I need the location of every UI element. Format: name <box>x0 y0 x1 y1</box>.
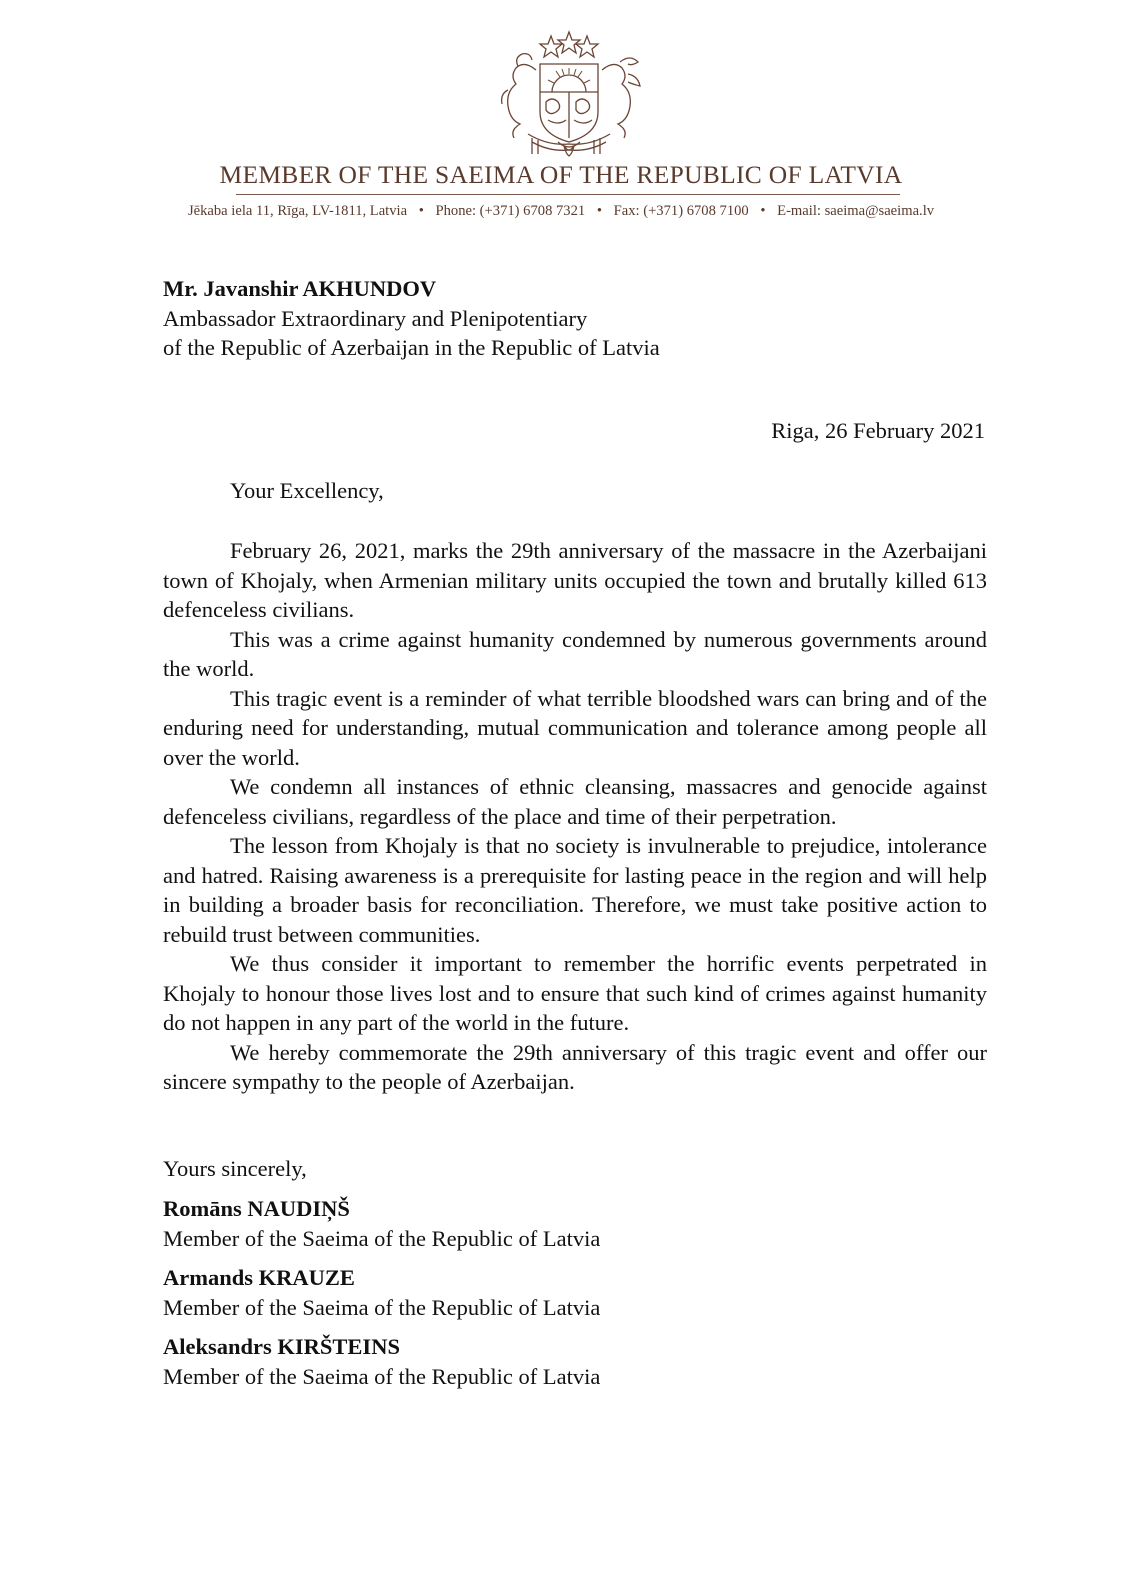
signatory-name: Aleksandrs KIRŠTEINS <box>163 1334 400 1359</box>
body-paragraph: We hereby commemorate the 29th anniversary of this tragic event and offer our sincere sympathy to the people of Azerbaijan. <box>163 1039 987 1094</box>
signatory <box>163 1263 600 1323</box>
recipient-block <box>163 274 660 363</box>
letterhead-divider <box>236 194 900 195</box>
signatory <box>163 1194 600 1254</box>
body-paragraph: The lesson from Khojaly is that no society is invulnerable to prejudice, intolerance and hatred. Raising awareness is a prerequisite for lasting peace in the region and will help in building a broader basis for reconciliation. Therefore, we must take positive action to rebuild trust between communities. <box>163 833 987 947</box>
signatory-name: Armands KRAUZE <box>163 1265 355 1290</box>
signatory-role: Member of the Saeima of the Republic of Latvia <box>163 1226 601 1251</box>
letterhead-phone: Phone: (+371) 6708 7321 <box>435 203 586 219</box>
recipient-title-line-2: of the Republic of Azerbaijan in the Republic of Latvia <box>163 335 660 360</box>
letterhead-fax: Fax: (+371) 6708 7100 <box>613 203 749 219</box>
body-paragraph: This tragic event is a reminder of what terrible bloodshed wars can bring and of the enduring need for understanding, mutual communication and tolerance among people all over the world. <box>163 685 987 770</box>
body-paragraph: This was a crime against humanity condemned by numerous governments around the world. <box>163 626 987 681</box>
closing: Yours sincerely, <box>163 1156 307 1181</box>
signatory-role: Member of the Saeima of the Republic of Latvia <box>163 1295 601 1320</box>
latvia-coat-of-arms-icon <box>488 30 644 158</box>
signatory <box>163 1332 600 1392</box>
letterhead-title: MEMBER OF THE SAEIMA OF THE REPUBLIC OF LATVIA <box>219 160 903 189</box>
bullet-separator: • <box>596 203 602 219</box>
body-paragraph: We condemn all instances of ethnic cleansing, massacres and genocide against defenceless civilians, regardless of the place and time of their perpetration. <box>163 774 987 829</box>
bullet-separator: • <box>760 203 766 219</box>
recipient-title-line-1: Ambassador Extraordinary and Plenipotentiary <box>163 305 588 331</box>
bullet-separator: • <box>418 203 424 219</box>
letterhead-contact-line <box>0 203 1122 220</box>
letter-body <box>163 536 987 1097</box>
signatory-role: Member of the Saeima of the Republic of Latvia <box>163 1364 601 1389</box>
signatory-name: Romāns NAUDIŅŠ <box>163 1196 350 1221</box>
letter-date: Riga, 26 February 2021 <box>771 418 985 443</box>
body-paragraph: February 26, 2021, marks the 29th anniversary of the massacre in the Azerbaijani town of Khojaly, when Armenian military units occupied the town and brutally killed 613 defenceless civilians. <box>163 538 987 622</box>
letterhead-address: Jēkaba iela 11, Rīga, LV-1811, Latvia <box>187 203 408 219</box>
body-paragraph: We thus consider it important to remember the horrific events perpetrated in Khojaly to honour those lives lost and to ensure that such kind of crimes against humanity do not happen in any part of the world in the future. <box>163 951 987 1035</box>
salutation: Your Excellency, <box>230 478 384 503</box>
recipient-name: Mr. Javanshir AKHUNDOV <box>163 276 437 301</box>
letterhead-email[interactable]: E-mail: saeima@saeima.lv <box>777 203 935 219</box>
